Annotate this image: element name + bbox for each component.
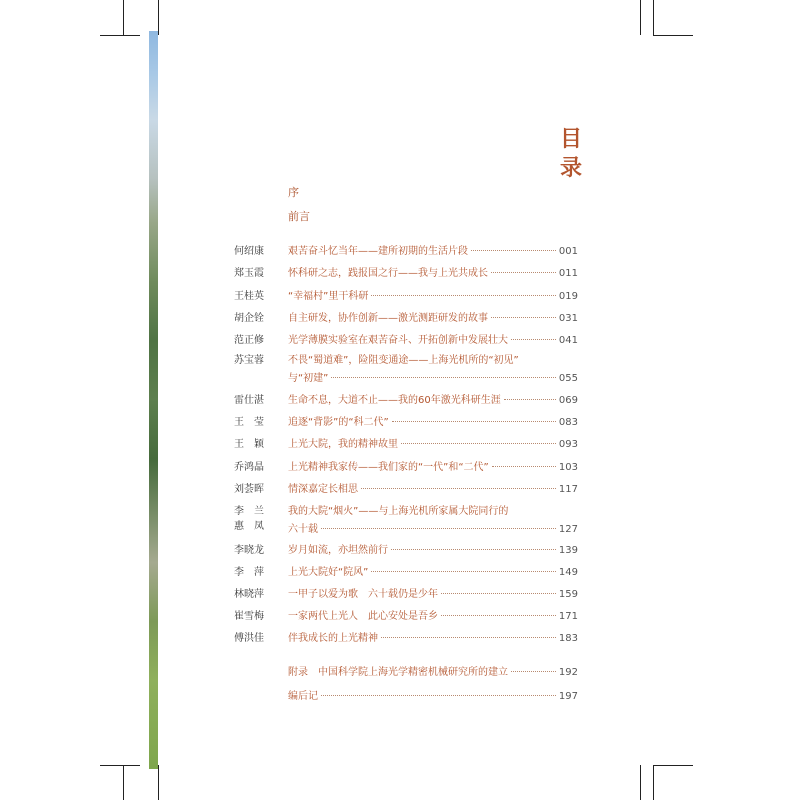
toc-entry-title-line[interactable]: [288, 287, 578, 302]
toc-dot-leader: [392, 421, 556, 422]
cover-photo-strip: [149, 31, 158, 769]
toc-page-number: 149: [558, 567, 578, 578]
toc-entry-title-line[interactable]: [288, 351, 578, 366]
toc-dot-leader: [331, 377, 556, 378]
toc-entry-author: 何绍康: [234, 246, 264, 257]
crop-mark: [100, 35, 140, 36]
toc-entry-title-line[interactable]: [288, 242, 578, 257]
toc-entry-title: 编后记: [288, 691, 318, 702]
toc-page-number: 159: [558, 589, 578, 600]
toc-entry-title-line[interactable]: [288, 663, 578, 678]
toc-dot-leader: [441, 593, 556, 594]
toc-preface[interactable]: 序: [288, 186, 299, 199]
toc-page-number: 031: [558, 313, 578, 324]
toc-dot-leader: [321, 695, 556, 696]
toc-dot-leader: [361, 488, 556, 489]
toc-entry-title: 与“初建”: [288, 373, 329, 384]
toc-entry-author: 崔雪梅: [234, 611, 264, 622]
toc-page-number: 011: [558, 268, 578, 279]
toc-entry-title-line[interactable]: [288, 413, 578, 428]
toc-entry-author: 胡企铨: [234, 313, 264, 324]
toc-entry-title-line[interactable]: [288, 435, 578, 450]
toc-entry-title-line[interactable]: [288, 520, 578, 535]
toc-entry-title-line[interactable]: [288, 629, 578, 644]
toc-entry-author: 李 萍: [234, 567, 264, 578]
toc-dot-leader: [504, 399, 556, 400]
toc-page-number: 197: [558, 691, 578, 702]
toc-entry-title-line[interactable]: [288, 687, 578, 702]
toc-entry-title-line[interactable]: [288, 480, 578, 495]
crop-mark: [100, 765, 140, 766]
toc-entry-title: 岁月如流，亦坦然前行: [288, 545, 388, 556]
toc-entry-author: 傅洪佳: [234, 633, 264, 644]
toc-entry-author: 王桂英: [234, 291, 264, 302]
toc-entry-author: 惠 凤: [234, 521, 264, 532]
toc-dot-leader: [371, 295, 556, 296]
toc-entry-title-line[interactable]: [288, 585, 578, 600]
toc-page-number: 117: [558, 484, 578, 495]
toc-entry-title-line[interactable]: [288, 563, 578, 578]
toc-entry-title-line[interactable]: [288, 331, 578, 346]
toc-entry-author: 乔鸿晶: [234, 462, 264, 473]
toc-page-number: 127: [558, 524, 578, 535]
toc-dot-leader: [371, 571, 556, 572]
toc-dot-leader: [511, 339, 556, 340]
toc-entry-title: 附录 中国科学院上海光学精密机械研究所的建立: [288, 667, 508, 678]
toc-entry-title: 上光大院好“院风”: [288, 567, 369, 578]
crop-mark: [653, 0, 654, 35]
crop-mark: [158, 0, 159, 35]
toc-entry-author: 苏宝蓉: [234, 355, 264, 366]
toc-entry-title: 不畏“蜀道难”，险阻变通途——上海光机所的“初见”: [288, 355, 519, 366]
toc-entry-title-line[interactable]: [288, 458, 578, 473]
toc-page-number: 069: [558, 395, 578, 406]
toc-entry-author: 刘荟晖: [234, 484, 264, 495]
crop-mark: [653, 765, 693, 766]
crop-mark: [640, 0, 641, 35]
toc-entry-author: 王 颖: [234, 439, 264, 450]
toc-entry-title: “幸福村”里干科研: [288, 291, 369, 302]
toc-page-number: 183: [558, 633, 578, 644]
toc-entry-title: 一家两代上光人 此心安处是吾乡: [288, 611, 438, 622]
toc-entry-title-line[interactable]: [288, 541, 578, 556]
toc-dot-leader: [401, 443, 556, 444]
toc-page-number: 083: [558, 417, 578, 428]
toc-entry-title: 伴我成长的上光精神: [288, 633, 378, 644]
toc-page-number: 055: [558, 373, 578, 384]
toc-entry-title: 情深嘉定长相思: [288, 484, 358, 495]
toc-entry-author: 王 莹: [234, 417, 264, 428]
toc-entry-author: 李晓龙: [234, 545, 264, 556]
crop-mark: [123, 765, 124, 800]
toc-entry-title-line[interactable]: [288, 391, 578, 406]
toc-dot-leader: [511, 671, 556, 672]
toc-dot-leader: [491, 272, 556, 273]
crop-mark: [653, 35, 693, 36]
toc-entry-title: 自主研发，协作创新——激光测距研发的故事: [288, 313, 488, 324]
toc-dot-leader: [391, 549, 556, 550]
toc-entry-title-line[interactable]: [288, 502, 578, 517]
toc-dot-leader: [441, 615, 556, 616]
toc-entry-author: 雷仕湛: [234, 395, 264, 406]
toc-entry-title: 一甲子以爱为歌 六十载仍是少年: [288, 589, 438, 600]
toc-entry-title: 上光大院，我的精神故里: [288, 439, 398, 450]
toc-entry-title-line[interactable]: [288, 264, 578, 279]
toc-page-number: 093: [558, 439, 578, 450]
crop-mark: [653, 765, 654, 800]
toc-page-number: 019: [558, 291, 578, 302]
toc-entry-title: 艰苦奋斗忆当年——建所初期的生活片段: [288, 246, 468, 257]
toc-foreword[interactable]: 前言: [288, 210, 310, 223]
toc-entry-title: 六十载: [288, 524, 318, 535]
toc-page-number: 001: [558, 246, 578, 257]
toc-dot-leader: [381, 637, 556, 638]
toc-dot-leader: [471, 250, 556, 251]
toc-entry-title: 怀科研之志，践报国之行——我与上光共成长: [288, 268, 488, 279]
toc-page-number: 192: [558, 667, 578, 678]
toc-entry-title: 追逐“背影”的“科二代”: [288, 417, 389, 428]
toc-entry-title: 生命不息，大道不止——我的60年激光科研生涯: [288, 395, 501, 406]
toc-page-number: 041: [558, 335, 578, 346]
toc-entry-title-line[interactable]: [288, 369, 578, 384]
toc-entry-title-line[interactable]: [288, 309, 578, 324]
toc-heading-char-1: 目: [559, 126, 582, 152]
toc-entry-author: 李 兰: [234, 506, 264, 517]
toc-page-number: 139: [558, 545, 578, 556]
toc-dot-leader: [492, 466, 556, 467]
toc-heading-char-2: 录: [559, 155, 582, 181]
crop-mark: [640, 765, 641, 800]
toc-entry-author: 郑玉霞: [234, 268, 264, 279]
crop-mark: [123, 0, 124, 35]
toc-entry-title: 上光精神我家传——我们家的“一代”和“二代”: [288, 462, 489, 473]
toc-entry-author: 林晓萍: [234, 589, 264, 600]
toc-entry-title: 光学薄膜实验室在艰苦奋斗、开拓创新中发展壮大: [288, 335, 508, 346]
toc-entry-author: 范正修: [234, 335, 264, 346]
crop-mark: [158, 765, 159, 800]
toc-page-number: 171: [558, 611, 578, 622]
toc-page-number: 103: [558, 462, 578, 473]
toc-entry-title-line[interactable]: [288, 607, 578, 622]
toc-dot-leader: [321, 528, 556, 529]
toc-dot-leader: [491, 317, 556, 318]
toc-entry-title: 我的大院“烟火”——与上海光机所家属大院同行的: [288, 506, 509, 517]
